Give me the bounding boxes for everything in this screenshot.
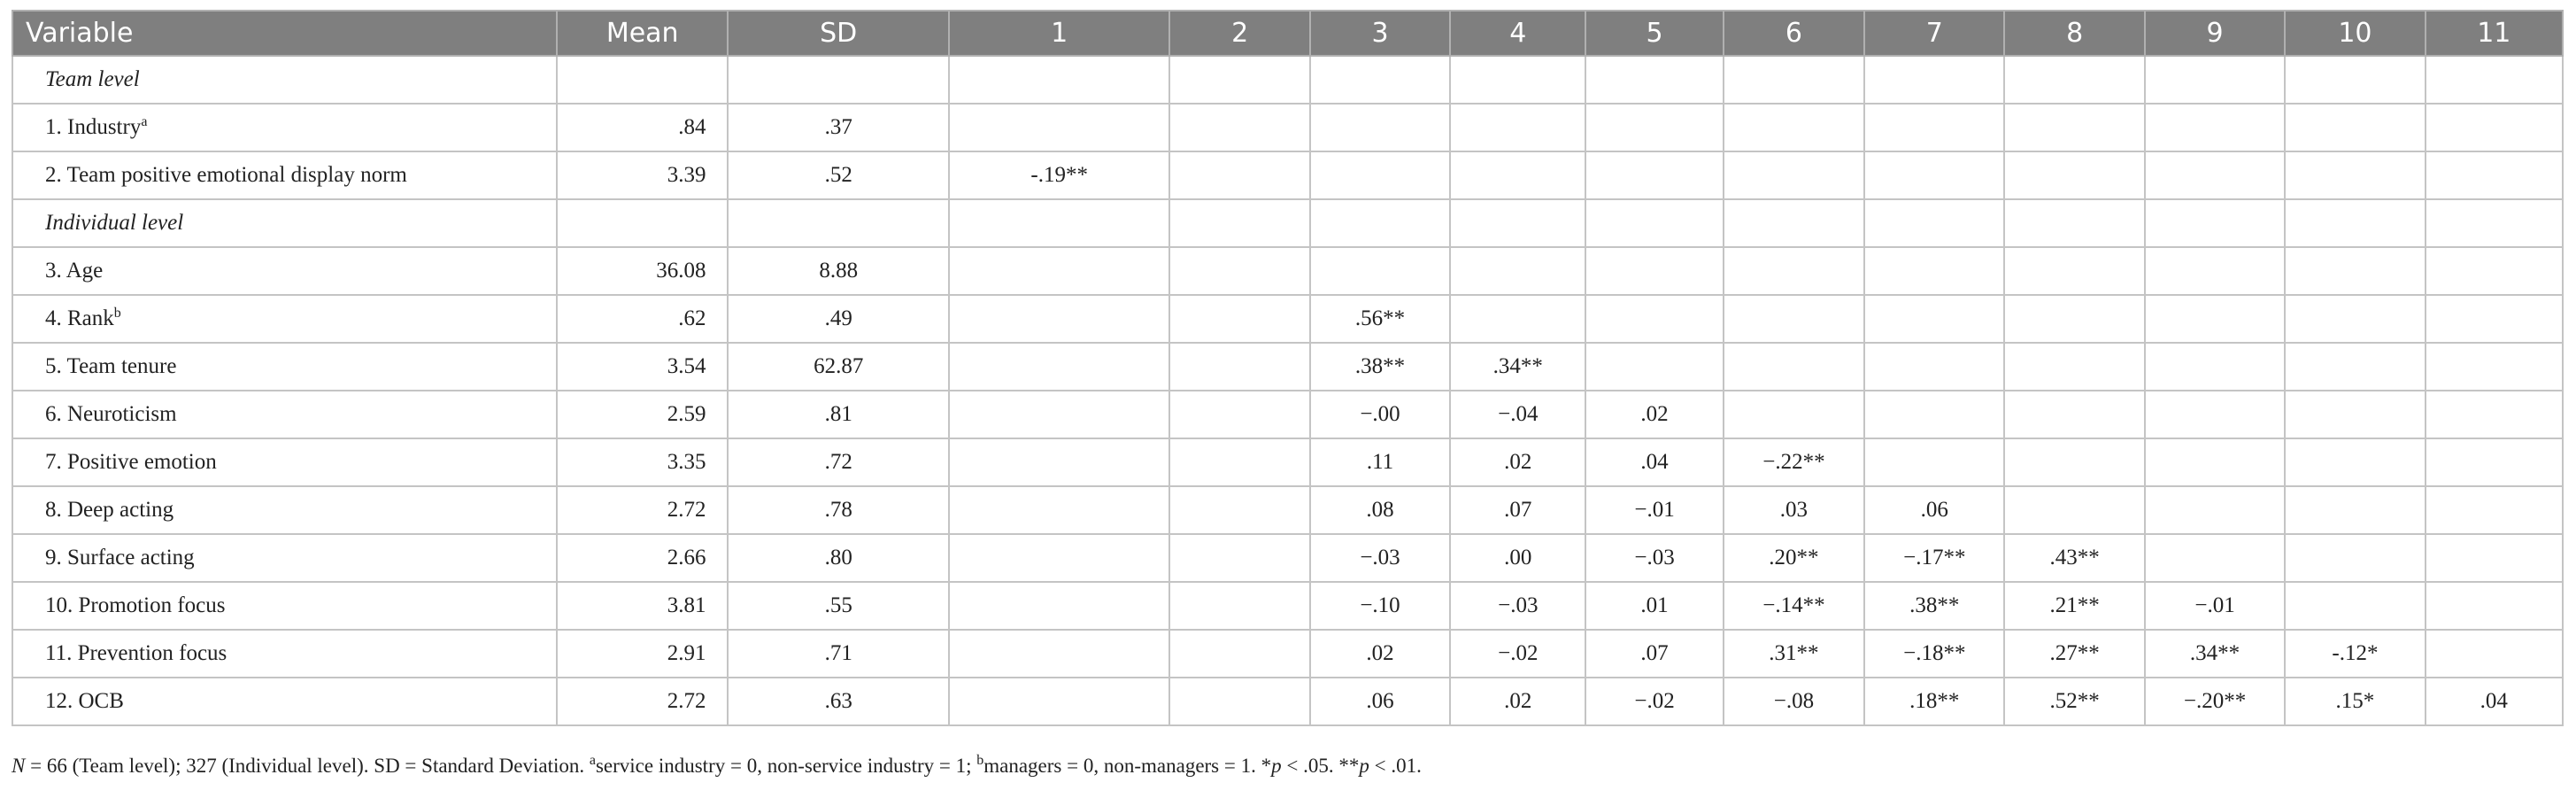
correlation-cell <box>1169 104 1309 151</box>
correlation-cell <box>2426 343 2563 391</box>
column-header-6: 6 <box>1724 11 1864 56</box>
correlation-cell <box>1310 104 1450 151</box>
variable-label: 9. Surface acting <box>45 546 195 569</box>
note-text-2: service industry = 0, non-service industry = 1; <box>595 755 977 777</box>
correlation-cell: −.02 <box>1585 678 1723 725</box>
correlation-cell: .31** <box>1724 630 1864 678</box>
table-row <box>12 438 2563 486</box>
correlation-cell <box>1169 247 1309 295</box>
correlation-cell: -.19** <box>949 151 1169 199</box>
table-row <box>12 486 2563 534</box>
table-body <box>12 56 2563 725</box>
correlation-cell: .04 <box>1585 438 1723 486</box>
correlation-cell <box>1724 343 1864 391</box>
correlation-cell <box>949 486 1169 534</box>
correlation-cell: −.17** <box>1864 534 2004 582</box>
empty-cell <box>2145 56 2285 104</box>
sd-cell: .55 <box>728 582 948 630</box>
correlation-cell <box>949 343 1169 391</box>
correlation-cell: .21** <box>2004 582 2144 630</box>
correlation-cell <box>1169 295 1309 343</box>
variable-label: 10. Promotion focus <box>45 593 226 617</box>
correlation-cell <box>1585 295 1723 343</box>
correlation-cell: .02 <box>1450 678 1585 725</box>
note-n: N <box>12 755 26 777</box>
correlation-cell: .02 <box>1450 438 1585 486</box>
column-header-4: 4 <box>1450 11 1585 56</box>
correlation-cell <box>2145 247 2285 295</box>
correlation-cell: −.04 <box>1450 391 1585 438</box>
correlation-cell <box>949 391 1169 438</box>
correlation-cell <box>949 438 1169 486</box>
sd-cell: .52 <box>728 151 948 199</box>
correlation-cell <box>1864 438 2004 486</box>
sd-cell: 8.88 <box>728 247 948 295</box>
correlation-cell <box>1450 151 1585 199</box>
correlation-cell: −.00 <box>1310 391 1450 438</box>
variable-label-cell <box>12 438 557 486</box>
correlation-cell <box>2285 582 2425 630</box>
sd-cell: .80 <box>728 534 948 582</box>
correlation-cell <box>1724 391 1864 438</box>
sd-cell: .78 <box>728 486 948 534</box>
correlation-cell: −.10 <box>1310 582 1450 630</box>
correlation-cell: −.03 <box>1585 534 1723 582</box>
empty-cell <box>1310 56 1450 104</box>
correlation-cell <box>2426 247 2563 295</box>
correlation-cell <box>2004 391 2144 438</box>
correlation-cell <box>2426 630 2563 678</box>
correlation-cell <box>949 582 1169 630</box>
correlation-cell <box>2004 343 2144 391</box>
correlation-cell <box>2285 486 2425 534</box>
correlation-cell <box>1724 104 1864 151</box>
correlation-cell <box>1724 247 1864 295</box>
correlation-cell: .07 <box>1450 486 1585 534</box>
empty-cell <box>2285 56 2425 104</box>
correlation-cell <box>2145 343 2285 391</box>
variable-label-cell <box>12 295 557 343</box>
variable-label: 12. OCB <box>45 689 124 713</box>
correlation-cell <box>1310 247 1450 295</box>
column-header-sd: SD <box>728 11 948 56</box>
correlation-cell <box>2285 438 2425 486</box>
correlation-cell <box>1169 343 1309 391</box>
correlation-table-container <box>12 10 2564 726</box>
correlation-cell: .15* <box>2285 678 2425 725</box>
correlation-cell: -.12* <box>2285 630 2425 678</box>
empty-cell <box>1864 199 2004 247</box>
note-text-3: managers = 0, non-managers = 1. * <box>983 755 1272 777</box>
empty-cell <box>728 56 948 104</box>
correlation-cell <box>1169 678 1309 725</box>
empty-cell <box>1724 56 1864 104</box>
correlation-cell <box>2004 438 2144 486</box>
correlation-cell: .03 <box>1724 486 1864 534</box>
correlation-cell: .06 <box>1864 486 2004 534</box>
empty-cell <box>2426 56 2563 104</box>
mean-cell: 3.81 <box>557 582 729 630</box>
variable-label: 6. Neuroticism <box>45 402 177 426</box>
correlation-cell <box>2145 534 2285 582</box>
variable-label: 4. Rank <box>45 306 114 330</box>
correlation-cell <box>1169 151 1309 199</box>
table-row <box>12 678 2563 725</box>
variable-label-cell <box>12 630 557 678</box>
section-row <box>12 199 2563 247</box>
correlation-cell <box>2145 486 2285 534</box>
empty-cell <box>1169 199 1309 247</box>
table-row <box>12 534 2563 582</box>
correlation-cell: .07 <box>1585 630 1723 678</box>
correlation-cell <box>2285 247 2425 295</box>
variable-label-cell <box>12 104 557 151</box>
correlation-cell <box>1169 438 1309 486</box>
correlation-cell: .27** <box>2004 630 2144 678</box>
correlation-cell <box>2145 391 2285 438</box>
correlation-cell <box>949 630 1169 678</box>
correlation-cell: −.14** <box>1724 582 1864 630</box>
correlation-cell: .00 <box>1450 534 1585 582</box>
correlation-cell: .43** <box>2004 534 2144 582</box>
variable-label: 5. Team tenure <box>45 354 177 378</box>
correlation-cell <box>1310 151 1450 199</box>
empty-cell <box>557 56 729 104</box>
empty-cell <box>1450 56 1585 104</box>
section-label: Team level <box>12 56 557 104</box>
empty-cell <box>1864 56 2004 104</box>
empty-cell <box>1585 56 1723 104</box>
correlation-cell <box>2004 104 2144 151</box>
correlation-cell: −.03 <box>1450 582 1585 630</box>
section-row <box>12 56 2563 104</box>
correlation-cell <box>1169 630 1309 678</box>
correlation-cell <box>949 678 1169 725</box>
correlation-cell <box>1169 486 1309 534</box>
correlation-cell: −.22** <box>1724 438 1864 486</box>
correlation-cell <box>2285 295 2425 343</box>
correlation-cell <box>1864 247 2004 295</box>
correlation-cell <box>2285 534 2425 582</box>
correlation-cell: .18** <box>1864 678 2004 725</box>
mean-cell: 2.66 <box>557 534 729 582</box>
correlation-cell: .11 <box>1310 438 1450 486</box>
correlation-cell <box>1585 247 1723 295</box>
correlation-cell <box>2285 151 2425 199</box>
correlation-cell <box>2426 486 2563 534</box>
correlation-cell: .01 <box>1585 582 1723 630</box>
correlation-cell <box>1585 343 1723 391</box>
empty-cell <box>728 199 948 247</box>
correlation-cell <box>1864 295 2004 343</box>
note-sup-a: a <box>589 753 596 768</box>
correlation-cell: .34** <box>2145 630 2285 678</box>
empty-cell <box>949 56 1169 104</box>
correlation-cell <box>2145 151 2285 199</box>
correlation-cell: −.08 <box>1724 678 1864 725</box>
table-row <box>12 343 2563 391</box>
table-footnote <box>12 755 1422 778</box>
sd-cell: .49 <box>728 295 948 343</box>
correlation-cell <box>2426 438 2563 486</box>
column-header-8: 8 <box>2004 11 2144 56</box>
column-header-variable: Variable <box>12 11 557 56</box>
mean-cell: 3.54 <box>557 343 729 391</box>
note-sup-b: b <box>976 753 984 768</box>
correlation-cell <box>2145 438 2285 486</box>
mean-cell: 2.59 <box>557 391 729 438</box>
table-row <box>12 582 2563 630</box>
sd-cell: .81 <box>728 391 948 438</box>
variable-label: 1. Industry <box>45 115 142 139</box>
correlation-cell <box>949 247 1169 295</box>
correlation-cell: .56** <box>1310 295 1450 343</box>
correlation-cell: .02 <box>1585 391 1723 438</box>
empty-cell <box>2004 56 2144 104</box>
correlation-table <box>12 10 2564 726</box>
empty-cell <box>2426 199 2563 247</box>
correlation-cell: −.03 <box>1310 534 1450 582</box>
correlation-cell: −.18** <box>1864 630 2004 678</box>
correlation-cell: .06 <box>1310 678 1450 725</box>
variable-label-cell <box>12 343 557 391</box>
correlation-cell: .38** <box>1310 343 1450 391</box>
correlation-cell <box>2426 151 2563 199</box>
column-header-10: 10 <box>2285 11 2425 56</box>
correlation-cell <box>2004 151 2144 199</box>
column-header-1: 1 <box>949 11 1169 56</box>
variable-label-cell <box>12 582 557 630</box>
note-text-4: < .05. ** <box>1281 755 1360 777</box>
empty-cell <box>1169 56 1309 104</box>
correlation-cell: .38** <box>1864 582 2004 630</box>
sd-cell: 62.87 <box>728 343 948 391</box>
column-header-2: 2 <box>1169 11 1309 56</box>
correlation-cell: .34** <box>1450 343 1585 391</box>
variable-label: 2. Team positive emotional display norm <box>45 163 407 187</box>
variable-label-cell <box>12 391 557 438</box>
table-row <box>12 295 2563 343</box>
note-p2: p <box>1359 755 1369 777</box>
correlation-cell <box>2285 391 2425 438</box>
correlation-cell <box>1585 104 1723 151</box>
correlation-cell <box>1864 391 2004 438</box>
empty-cell <box>1310 199 1450 247</box>
variable-label: 7. Positive emotion <box>45 450 217 474</box>
correlation-cell <box>2426 582 2563 630</box>
mean-cell: 2.72 <box>557 678 729 725</box>
empty-cell <box>1585 199 1723 247</box>
correlation-cell <box>2426 295 2563 343</box>
table-row <box>12 104 2563 151</box>
note-text-1: = 66 (Team level); 327 (Individual level). SD = Standard Deviation. <box>25 755 590 777</box>
mean-cell: 2.91 <box>557 630 729 678</box>
column-header-9: 9 <box>2145 11 2285 56</box>
correlation-cell <box>1724 151 1864 199</box>
empty-cell <box>1450 199 1585 247</box>
correlation-cell <box>949 104 1169 151</box>
sd-cell: .72 <box>728 438 948 486</box>
column-header-mean: Mean <box>557 11 729 56</box>
correlation-cell: −.02 <box>1450 630 1585 678</box>
correlation-cell <box>1169 391 1309 438</box>
mean-cell: 2.72 <box>557 486 729 534</box>
correlation-cell <box>2426 391 2563 438</box>
note-text-5: < .01. <box>1369 755 1422 777</box>
table-row <box>12 247 2563 295</box>
correlation-cell <box>949 295 1169 343</box>
variable-label-cell <box>12 151 557 199</box>
variable-label: 8. Deep acting <box>45 498 174 522</box>
correlation-cell <box>2145 295 2285 343</box>
variable-footnote-marker: b <box>113 306 121 321</box>
correlation-cell <box>2426 534 2563 582</box>
mean-cell: .62 <box>557 295 729 343</box>
variable-label: 11. Prevention focus <box>45 641 228 665</box>
empty-cell <box>557 199 729 247</box>
correlation-cell: .04 <box>2426 678 2563 725</box>
mean-cell: .84 <box>557 104 729 151</box>
correlation-cell <box>1864 151 2004 199</box>
correlation-cell <box>1169 534 1309 582</box>
empty-cell <box>1724 199 1864 247</box>
correlation-cell <box>2426 104 2563 151</box>
empty-cell <box>2004 199 2144 247</box>
correlation-cell <box>2145 104 2285 151</box>
correlation-cell <box>1585 151 1723 199</box>
empty-cell <box>2285 199 2425 247</box>
variable-label-cell <box>12 678 557 725</box>
sd-cell: .71 <box>728 630 948 678</box>
correlation-cell <box>1450 104 1585 151</box>
correlation-cell: −.01 <box>2145 582 2285 630</box>
section-label: Individual level <box>12 199 557 247</box>
correlation-cell <box>1450 295 1585 343</box>
sd-cell: .37 <box>728 104 948 151</box>
correlation-cell <box>2285 343 2425 391</box>
correlation-cell: −.20** <box>2145 678 2285 725</box>
table-row <box>12 151 2563 199</box>
column-header-5: 5 <box>1585 11 1723 56</box>
variable-footnote-marker: a <box>141 114 148 129</box>
table-header-row <box>12 11 2563 56</box>
correlation-cell <box>1169 582 1309 630</box>
column-header-3: 3 <box>1310 11 1450 56</box>
correlation-cell: .20** <box>1724 534 1864 582</box>
empty-cell <box>2145 199 2285 247</box>
correlation-cell <box>2285 104 2425 151</box>
note-p1: p <box>1271 755 1282 777</box>
correlation-cell <box>1724 295 1864 343</box>
variable-label: 3. Age <box>45 259 104 283</box>
mean-cell: 3.35 <box>557 438 729 486</box>
correlation-cell <box>1450 247 1585 295</box>
correlation-cell <box>2004 295 2144 343</box>
table-row <box>12 630 2563 678</box>
correlation-cell: .52** <box>2004 678 2144 725</box>
sd-cell: .63 <box>728 678 948 725</box>
correlation-cell <box>2004 247 2144 295</box>
empty-cell <box>949 199 1169 247</box>
correlation-cell <box>1864 343 2004 391</box>
mean-cell: 36.08 <box>557 247 729 295</box>
variable-label-cell <box>12 247 557 295</box>
correlation-cell <box>949 534 1169 582</box>
mean-cell: 3.39 <box>557 151 729 199</box>
column-header-7: 7 <box>1864 11 2004 56</box>
correlation-cell: −.01 <box>1585 486 1723 534</box>
correlation-cell: .08 <box>1310 486 1450 534</box>
correlation-cell: .02 <box>1310 630 1450 678</box>
variable-label-cell <box>12 534 557 582</box>
correlation-cell <box>1864 104 2004 151</box>
column-header-11: 11 <box>2426 11 2563 56</box>
table-row <box>12 391 2563 438</box>
correlation-cell <box>2004 486 2144 534</box>
variable-label-cell <box>12 486 557 534</box>
